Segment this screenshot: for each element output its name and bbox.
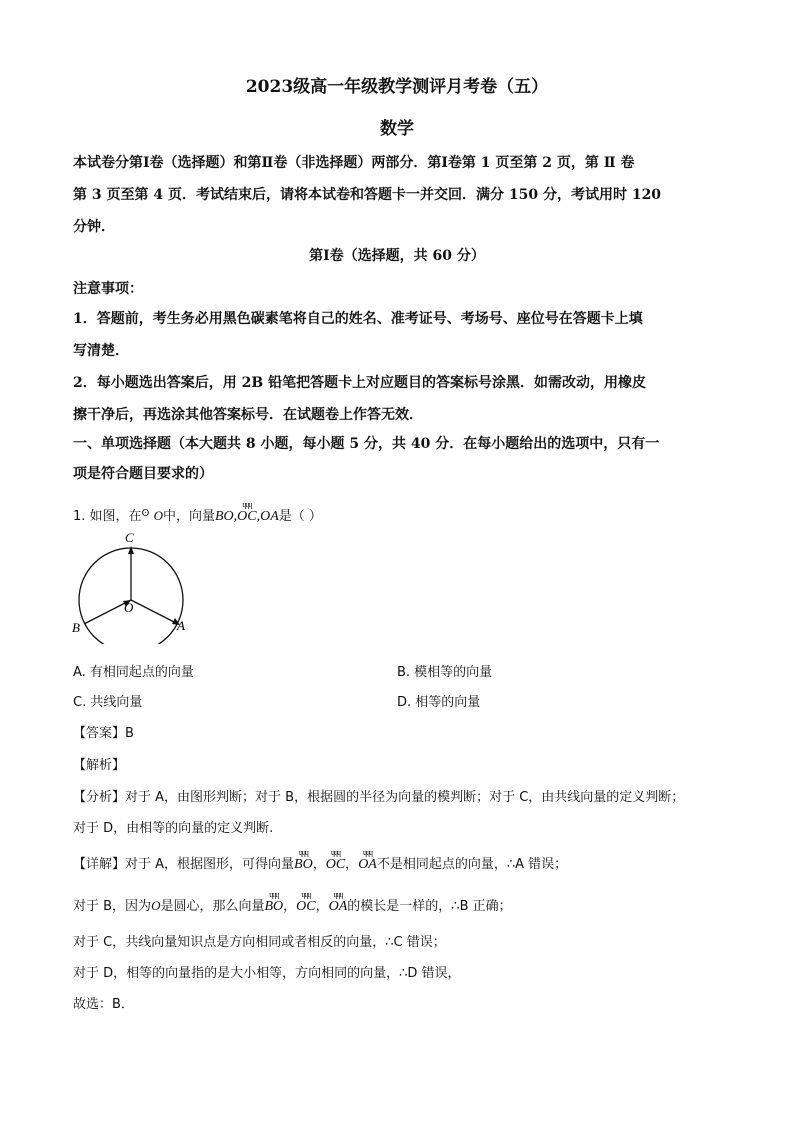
notice-item-1-line-2: 写清楚． [73,343,129,359]
notice-item-2-line-1: 2．每小题选出答案后，用 2B 铅笔把答题卡上对应题目的答案标号涂黑．如需改动，用橡皮 [73,375,647,391]
answer-value: B [125,726,134,741]
option-a: A. 有相同起点的向量 [73,665,194,680]
detail-line-4: 对于 D，相等的向量指的是大小相等，方向相同的向量，∴D 错误， [73,966,461,981]
fenxi-line-1: 【分析】对于 A，由图形判断；对于 B，根据圆的半径为向量的模判断；对于 C，由共线向量的定义判断； [73,790,685,805]
analysis-label: 【解析】 [73,758,126,773]
intro-line-1: 本试卷分第Ⅰ卷（选择题）和第Ⅱ卷（非选择题）两部分．第Ⅰ卷第 1 页至第 2 页，第 Ⅱ 卷 [73,155,635,171]
notice-item-1-line-1: 1．答题前，考生务必用黑色碳素笔将自己的姓名、准考证号、考场号、座位号在答题卡上填 [73,311,643,327]
question-1-stem: 1. 如图，在$^ʘ$ O中，向量 ɥɥɥ BO,OC,OA是（ ） [73,500,322,524]
label-o: O [124,600,134,615]
exam-title: 2023级高一年级教学测评月考卷（五） [245,77,549,97]
answer-line [73,722,134,741]
label-b: B [72,620,80,635]
vector-oa [131,600,178,624]
detail-line-3: 对于 C，共线向量知识点是方向相同或者相反的向量，∴C 错误； [73,935,446,950]
part1-line-2: 项是符合题目要求的） [73,466,213,482]
subject-title: 数学 [380,119,414,139]
label-a: A [177,618,185,633]
notice-heading: 注意事项： [73,281,143,297]
detail-line-5: 故选：B． [73,997,134,1012]
part1-line-1: 一、单项选择题（本大题共 8 小题，每小题 5 分，共 40 分．在每小题给出的选项中，只有一 [73,436,660,452]
section-heading: 第Ⅰ卷（选择题，共 60 分） [309,248,485,264]
detail-line-2: 对于 B，因为O是圆心，那么向量 ɥɥɥ BO， ɥɥɥ OC， ɥɥɥ OA的模长是一样的，∴B 正确； [73,890,512,914]
intro-line-2: 第 3 页至第 4 页．考试结束后，请将本试卷和答题卡一并交回．满分 150 分，考试用时 120 [73,187,662,203]
label-c: C [125,530,134,545]
option-c: C. 共线向量 [73,695,143,710]
option-d: D. 相等的向量 [397,695,481,710]
fenxi-line-2: 对于 D，由相等的向量的定义判断. [73,821,274,836]
answer-label: 【答案】 [73,726,126,741]
circle-figure [70,528,200,644]
option-b: B. 模相等的向量 [397,665,493,680]
arrowhead-c [128,546,134,554]
intro-line-3: 分钟． [73,219,115,235]
detail-line-1: 【详解】对于 A，根据图形，可得向量 ɥɥɥ BO， ɥɥɥ OC， ɥɥɥ OA不是相同起点的向量，∴A 错误； [73,848,568,872]
notice-item-2-line-2: 擦干净后，再选涂其他答案标号．在试题卷上作答无效． [73,407,423,423]
